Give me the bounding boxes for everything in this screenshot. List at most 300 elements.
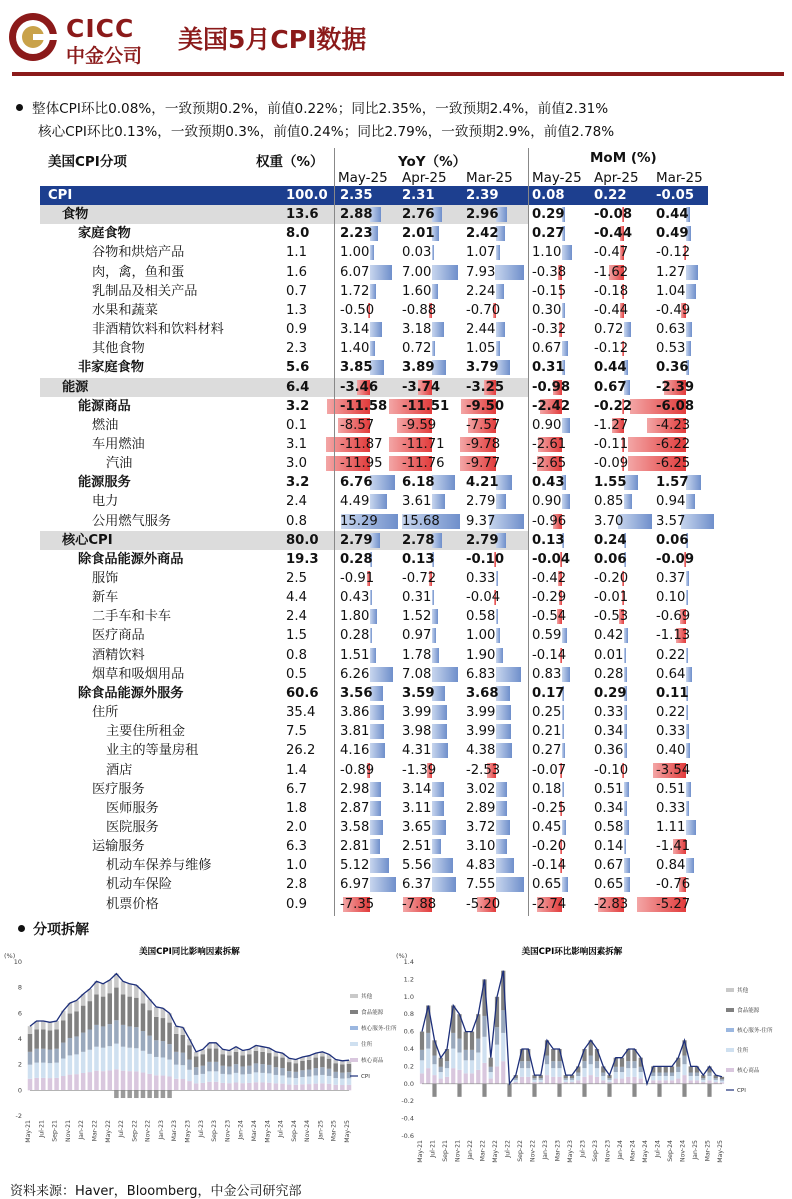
mom-value: -2.42 [532,398,571,414]
stack-bar-segment [664,1080,668,1083]
yoy-bar [370,265,392,280]
mom-value: 0.11 [656,685,689,701]
yoy-bar [432,858,453,873]
yoy-value: 3.99 [402,705,432,721]
mom-bar [624,858,630,873]
stack-bar-segment [260,1073,265,1083]
stack-bar-segment [194,1056,199,1067]
stack-bar-segment [274,1056,279,1067]
stack-bar-segment [267,1053,272,1065]
stack-bar-segment [327,1059,332,1069]
x-tick-label: Jan-24 [237,1120,245,1140]
stack-bar-segment [489,1058,493,1067]
stack-bar-segment [632,1077,636,1084]
yoy-value: 3.86 [340,705,370,721]
mom-value: 0.33 [594,705,624,721]
report-header [0,0,792,78]
x-tick-label: Mar-22 [479,1140,487,1162]
row-label: 肉，禽，鱼和蛋 [92,264,185,280]
stack-bar-segment [194,1052,199,1057]
mom-value: -0.20 [594,571,629,586]
stack-bar-segment [280,1084,285,1091]
stack-bar-segment [68,1038,73,1055]
yoy-value: 3.85 [340,360,373,376]
stack-bar-segment [147,1074,152,1090]
stack-bar-segment [181,1035,186,1053]
mom-value: -6.08 [656,398,695,414]
yoy-value: 3.72 [466,819,496,835]
y-tick-label: -2 [15,1112,22,1120]
yoy-value: 1.40 [340,341,370,357]
stack-bar-segment [539,1078,543,1080]
mom-value: -0.01 [594,590,629,606]
legend-swatch [726,1048,734,1052]
stack-bar-segment [545,1075,549,1084]
stack-bar-segment [589,1064,593,1075]
mom-value: 0.01 [594,647,624,663]
mom-value: 0.34 [594,724,624,740]
stack-bar-segment [234,1052,239,1064]
yoy-bar [496,628,500,643]
mom-value: 0.06 [594,551,627,567]
stack-bar-segment [714,1078,718,1080]
stack-bar-segment [595,1061,599,1068]
stack-bar-segment [41,1063,46,1078]
legend-swatch [350,1026,358,1030]
x-tick-label: Jan-22 [467,1140,474,1160]
mom-value: 0.90 [532,494,562,510]
yoy-value: -0.89 [340,762,375,778]
mom-value: 0.22 [594,188,627,203]
section-heading [18,919,89,939]
stack-bar-segment [707,1072,711,1075]
stack-bar-segment [88,1072,93,1090]
y-tick-label: -0.6 [401,1132,414,1140]
mom-value: -0.49 [656,302,691,318]
row-label: 水果和蔬菜 [92,302,158,318]
x-tick-label: Sep-22 [131,1120,139,1142]
mom-bar [686,341,691,356]
yoy-value: 0.97 [402,628,432,644]
stack-bar-segment [181,1079,186,1090]
yoy-value: 1.07 [466,245,496,261]
row-label: 其他食物 [92,341,145,357]
stack-bar-segment [695,1072,699,1075]
mom-value: 0.37 [656,571,686,586]
mom-bar [686,782,691,797]
y-tick-label: 0.0 [403,1079,414,1088]
yoy-value: -3.74 [402,379,441,395]
mom-value: -0.96 [532,513,567,529]
stack-bar-segment [514,1080,518,1082]
stack-bar-segment [314,1075,319,1083]
stack-bar-segment [161,1076,166,1091]
yoy-value: -7.88 [402,896,437,912]
yoy-value: 1.00 [340,245,370,261]
legend-label: 食品能源 [361,1010,384,1016]
stack-bar-segment [539,1080,543,1082]
yoy-bar [432,590,434,605]
table-row [0,339,792,358]
yoy-bar [496,609,498,624]
stack-bar-segment [333,1072,338,1078]
col-header-weight: 权重（%） [256,154,324,170]
mom-value: 0.10 [656,590,686,606]
y-tick-label: 4 [17,1035,22,1043]
yoy-value: -0.50 [340,302,375,318]
x-tick-label: Nov-21 [454,1140,462,1163]
col-header-yoy: YoY（%） [398,154,467,170]
yoy-bar [370,284,376,299]
stack-bar-segment [601,1076,605,1080]
yoy-value: 6.07 [340,264,370,280]
stack-bar-segment [187,1070,192,1081]
stack-bar-segment [88,1050,93,1072]
stack-bar-segment [134,1071,139,1090]
stack-bar-segment [689,1066,693,1072]
stack-bar-segment [48,1030,53,1049]
stack-bar-segment [300,1077,305,1084]
stack-bar-segment [620,1058,624,1067]
table-row [0,837,792,856]
x-tick-label: Nov-23 [604,1140,612,1163]
yoy-value: -0.10 [466,551,505,567]
mom-value: 0.84 [656,858,686,874]
yoy-value: 6.83 [466,666,496,682]
stack-bar-segment [28,1034,33,1052]
row-label: 运输服务 [92,839,145,855]
yoy-bar [496,858,514,873]
yoy-bar [496,571,498,586]
legend-swatch [350,1058,358,1062]
mom-value: 0.33 [656,800,686,816]
yoy-value: 1.60 [402,283,432,299]
yoy-bar [370,341,375,356]
yoy-value: 3.02 [466,781,496,797]
mom-value: 0.51 [594,781,624,797]
stack-bar-segment [314,1068,319,1075]
stack-bar-segment [54,1049,59,1063]
mom-value: -0.44 [594,226,633,242]
col-header-mom: MoM (%) [590,150,657,166]
cicc-logo-icon [8,12,58,62]
stack-bar-segment [94,1071,99,1091]
stack-bar-segment [720,1079,724,1080]
row-label: 医师服务 [106,800,159,816]
yoy-bar [496,284,504,299]
stack-bar-segment [121,1025,126,1047]
mom-value: -0.14 [532,858,567,874]
x-tick-label: Sep-24 [290,1120,298,1142]
yoy-value: 3.99 [466,724,496,740]
yoy-value: 15.29 [340,513,378,529]
mom-value: 0.24 [594,532,627,548]
stack-bar-segment [54,1021,59,1029]
stack-bar-segment [476,1052,480,1069]
legend-label: 食品能源 [737,1008,760,1014]
stack-bar-segment [632,1061,636,1068]
stack-bar-segment [34,1078,39,1090]
y-tick-label: 0.2 [403,1062,414,1071]
yoy-value: -5.20 [466,896,501,912]
mom-value: 0.36 [656,360,689,376]
stack-bar-segment [187,1081,192,1090]
mom-value: -0.76 [656,877,691,893]
mom-value: 0.27 [532,743,562,759]
stack-bar-segment [582,1061,586,1068]
row-weight: 13.6 [286,207,319,223]
mom-value: -0.14 [532,647,567,663]
stack-bar-segment [114,1020,119,1043]
mom-bar [562,782,564,797]
row-weight: 3.1 [286,436,307,452]
mom-bar [686,494,695,509]
stack-bar-segment [154,1057,159,1075]
table-row [0,512,792,531]
stack-bar-segment [676,1079,680,1084]
stack-bar-segment [701,1078,705,1080]
stack-bar-segment [147,1054,152,1074]
table-row [0,243,792,262]
stack-bar-segment [247,1083,252,1090]
stack-bar-segment [457,1039,461,1053]
x-tick-label: May-25 [344,1120,351,1143]
stack-bar-segment [632,1084,636,1097]
mom-value: 0.28 [594,666,624,682]
stack-bar-segment [74,1074,79,1090]
yoy-value: 1.80 [340,609,370,625]
stack-bar-segment [489,1067,493,1072]
stack-bar-segment [482,1084,486,1097]
stack-bar-segment [657,1080,661,1083]
stack-bar-segment [287,1071,292,1077]
mom-bar [624,724,627,739]
stack-bar-segment [247,1074,252,1083]
mom-value: 0.14 [594,839,624,855]
stack-bar-segment [420,1060,424,1073]
stack-bar-segment [194,1075,199,1083]
mom-value: -0.47 [594,245,629,261]
mom-value: 0.63 [656,322,686,338]
mom-bar [624,494,632,509]
mom-value: 1.11 [656,819,686,835]
mom-bar [686,571,689,586]
mom-bar [686,284,696,299]
yoy-bar [432,265,458,280]
yoy-value: 3.65 [402,819,432,835]
mom-bar [686,648,688,663]
x-tick-label: Jul-23 [197,1120,205,1138]
stack-bar-segment [81,1052,86,1073]
legend-label: 核心商品 [361,1058,384,1064]
mom-value: 0.13 [532,532,565,548]
yoy-value: 3.14 [402,781,432,797]
stack-bar-segment [280,1068,285,1075]
stack-bar-segment [632,1068,636,1077]
stack-bar-segment [41,1029,46,1048]
row-weight: 0.8 [286,513,307,529]
yoy-bar [432,245,434,260]
yoy-value: 1.00 [466,628,496,644]
legend-swatch [726,988,734,992]
stack-bar-segment [240,1066,245,1074]
stack-bar-segment [121,1090,126,1098]
row-label: 汽油 [106,456,133,472]
stack-bar-segment [445,1068,449,1077]
table-row [0,435,792,454]
row-weight: 0.1 [286,417,307,433]
mom-bar [562,877,568,892]
mom-value: 0.85 [594,494,624,510]
row-label: 除食品能源外商品 [78,551,184,567]
mom-value: 0.90 [532,417,562,433]
yoy-decomposition-chart [4,940,397,1180]
x-tick-label: May-23 [184,1120,192,1143]
yoy-value: 0.28 [340,551,373,567]
stack-bar-segment [274,1075,279,1083]
stack-bar-segment [657,1084,661,1097]
yoy-value: -11.71 [402,436,445,452]
table-row [0,301,792,320]
mom-value: -0.10 [594,762,629,778]
y-axis-label: (%) [396,952,408,960]
mom-value: -0.53 [594,609,629,625]
x-tick-label: May-24 [642,1140,649,1163]
x-tick-label: May-22 [104,1120,112,1143]
row-label: 非家庭食物 [78,360,144,376]
yoy-value: 3.59 [402,685,435,701]
yoy-value: 3.11 [402,800,432,816]
mom-value: 0.06 [656,532,689,548]
yoy-value: 0.33 [466,571,496,586]
y-tick-label: 0.8 [403,1010,414,1019]
stack-bar-segment [582,1077,586,1084]
stack-bar-segment [557,1061,561,1068]
yoy-bar [496,724,511,739]
stack-bar-segment [676,1067,680,1072]
y-tick-label: 1.4 [403,958,414,966]
yoy-value: 2.23 [340,226,373,242]
x-tick-label: May-23 [567,1140,574,1163]
stack-bar-segment [167,1044,172,1059]
legend-label: 核心服务-住所 [737,1028,773,1034]
yoy-value: 1.52 [402,609,432,625]
mom-bar [562,724,564,739]
y-tick-label: -0.4 [401,1114,414,1123]
mom-value: 0.59 [532,628,562,644]
mom-bar [624,877,630,892]
row-label: 食物 [62,207,89,223]
y-tick-label: 6 [17,1009,22,1018]
logo-text-en: CICC [66,14,135,43]
stack-bar-segment [664,1066,668,1072]
stack-bar-segment [201,1083,206,1090]
stack-bar-segment [639,1079,643,1084]
stack-bar-segment [61,1043,66,1059]
row-label: 新车 [92,590,119,606]
yoy-value: 4.83 [466,858,496,874]
stack-bar-segment [495,1066,499,1083]
yoy-bar [432,341,435,356]
x-tick-label: May-24 [264,1120,272,1143]
yoy-value: 1.05 [466,341,496,357]
stack-bar-segment [551,1068,555,1077]
row-label: 业主的等量房租 [106,743,199,759]
yoy-value: 4.21 [466,475,499,491]
yoy-bar [432,743,448,758]
row-label: 机动车保养与维修 [106,858,212,874]
yoy-bar [370,820,383,835]
stack-bar-segment [147,1010,152,1036]
mom-value: -1.13 [656,628,691,644]
table-row [0,780,792,799]
stack-bar-segment [48,1063,53,1078]
mom-value: -0.15 [532,283,567,299]
row-label: 能源服务 [78,475,131,491]
stack-bar-segment [420,1032,424,1050]
yoy-bar [370,322,382,337]
row-label: 主要住所租金 [106,724,186,740]
mom-bar [624,667,627,682]
yoy-value: 2.79 [466,532,499,548]
yoy-value: 2.51 [402,839,432,855]
legend-swatch [350,1042,358,1046]
stack-bar-segment [470,1060,474,1073]
y-tick-label: 1.0 [403,992,414,1001]
stack-bar-segment [201,1074,206,1083]
yoy-value: 7.00 [402,264,432,280]
stack-bar-segment [294,1085,299,1091]
stack-bar-segment [254,1082,258,1090]
stack-bar-segment [48,1078,53,1090]
row-label: 酒精饮料 [92,647,145,663]
mom-bar [686,801,689,816]
row-weight: 26.2 [286,743,316,759]
stack-bar-segment [81,1033,86,1052]
mom-value: -0.12 [594,341,629,357]
mom-bar [562,245,572,260]
mom-value: 0.51 [656,781,686,797]
yoy-bar [496,877,524,892]
stack-bar-segment [570,1078,574,1080]
yoy-bar [496,782,507,797]
stack-bar-segment [254,1063,258,1072]
stack-bar-segment [214,1082,219,1091]
legend-swatch [726,1068,734,1072]
mom-value: 0.49 [656,226,689,242]
stack-bar-segment [127,997,132,1027]
row-weight: 1.1 [286,245,307,261]
stack-bar-segment [426,1033,430,1049]
mom-value: 0.08 [532,188,565,203]
stack-bar-segment [28,1065,33,1079]
yoy-value: 6.97 [340,877,370,893]
stack-bar-segment [695,1080,699,1083]
stack-bar-segment [439,1079,443,1084]
mom-value: 0.40 [656,743,686,759]
stack-bar-segment [81,1073,86,1090]
yoy-value: -9.78 [466,436,501,452]
mom-value: 3.70 [594,513,624,529]
mom-value: -0.09 [594,456,629,472]
yoy-value: -0.91 [340,571,375,586]
x-tick-label: Sep-22 [517,1140,524,1162]
stack-bar-segment [141,1090,146,1098]
yoy-value: 3.10 [466,839,496,855]
stack-bar-segment [601,1080,605,1083]
x-tick-label: May-25 [717,1140,724,1163]
stack-bar-segment [34,1049,39,1063]
